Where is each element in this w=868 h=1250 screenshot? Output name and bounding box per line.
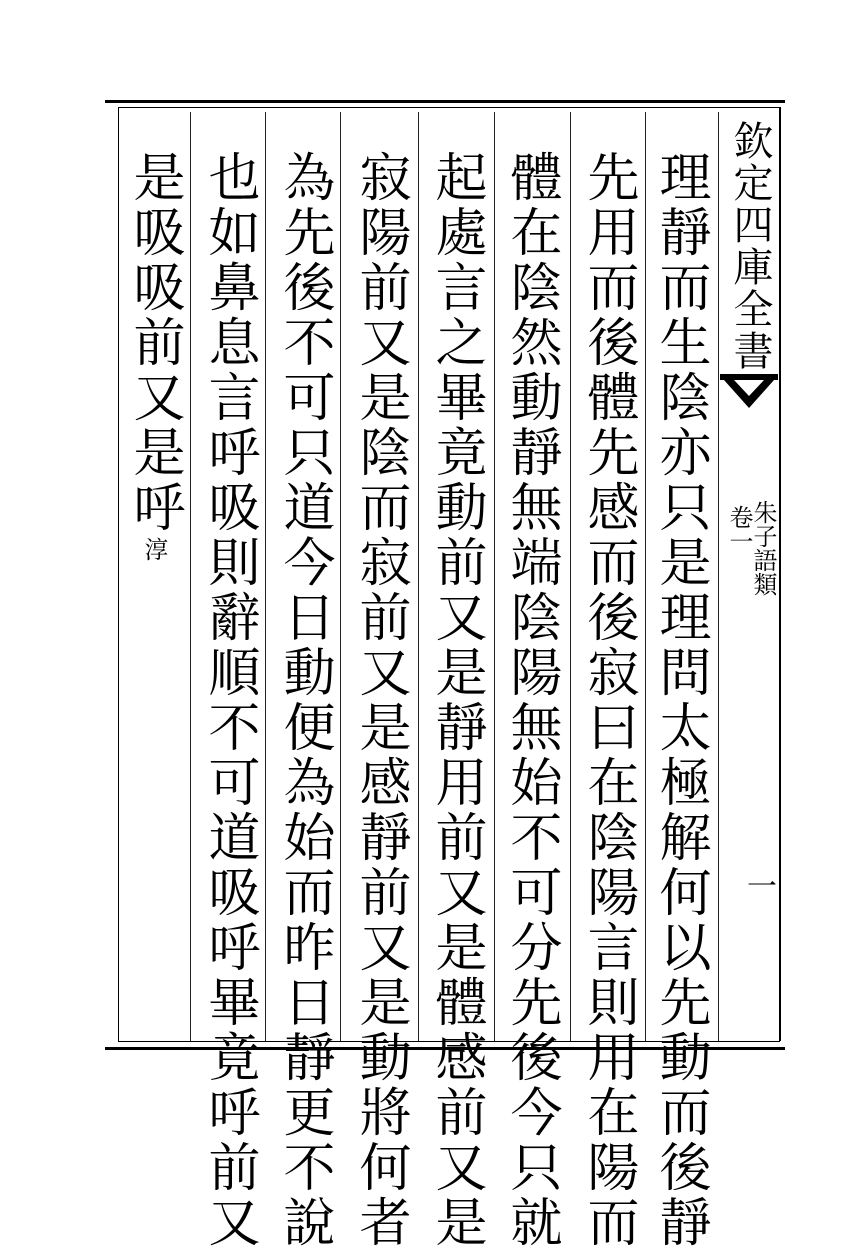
column-divider [570, 112, 571, 1041]
column-text: 也如鼻息言呼吸則辭順不可道吸呼畢竟呼前又 [199, 150, 259, 1250]
frame-top-rule [105, 100, 785, 103]
column-text: 為先後不可只道今日動便為始而昨日靜更不說 [274, 150, 334, 1250]
column-divider [340, 112, 341, 1041]
column-divider [265, 112, 266, 1041]
fish-tail-mark-icon [720, 374, 778, 418]
text-column-3 [499, 150, 563, 1250]
column-divider [418, 112, 419, 1041]
column-text: 體在陰然動靜無端陰陽無始不可分先後今只就 [501, 150, 561, 1250]
book-title: 朱子語類 [749, 500, 777, 596]
frame-left-rule [118, 107, 119, 1041]
volume-label: 卷一 [725, 505, 753, 553]
page-number: 一 [741, 870, 776, 900]
text-column-4 [424, 150, 488, 1250]
frame-top-inner-rule [118, 107, 780, 108]
frame-right-rule [779, 107, 781, 1041]
text-column-2 [576, 150, 640, 1250]
column-text: 理靜而生陰亦只是理問太極解何以先動而後靜 [650, 150, 710, 1250]
collection-title: 欽定四庫全書 [727, 120, 773, 372]
recorder-note: 淳 [140, 537, 168, 561]
text-column-8 [122, 150, 186, 561]
page-margin-column [720, 110, 778, 1040]
text-column-7 [197, 150, 261, 1250]
column-text: 是吸吸前又是呼 [124, 150, 184, 535]
column-divider [494, 112, 495, 1041]
text-column-1 [648, 150, 712, 1250]
column-divider [190, 112, 191, 1041]
column-text: 起處言之畢竟動前又是靜用前又是體感前又是 [426, 150, 486, 1250]
text-column-5 [348, 150, 412, 1250]
text-column-6 [272, 150, 336, 1250]
column-divider [718, 112, 719, 1041]
column-text: 先用而後體先感而後寂曰在陰陽言則用在陽而 [578, 150, 638, 1250]
column-divider [645, 112, 646, 1041]
column-text: 寂陽前又是陰而寂前又是感靜前又是動將何者 [350, 150, 410, 1250]
